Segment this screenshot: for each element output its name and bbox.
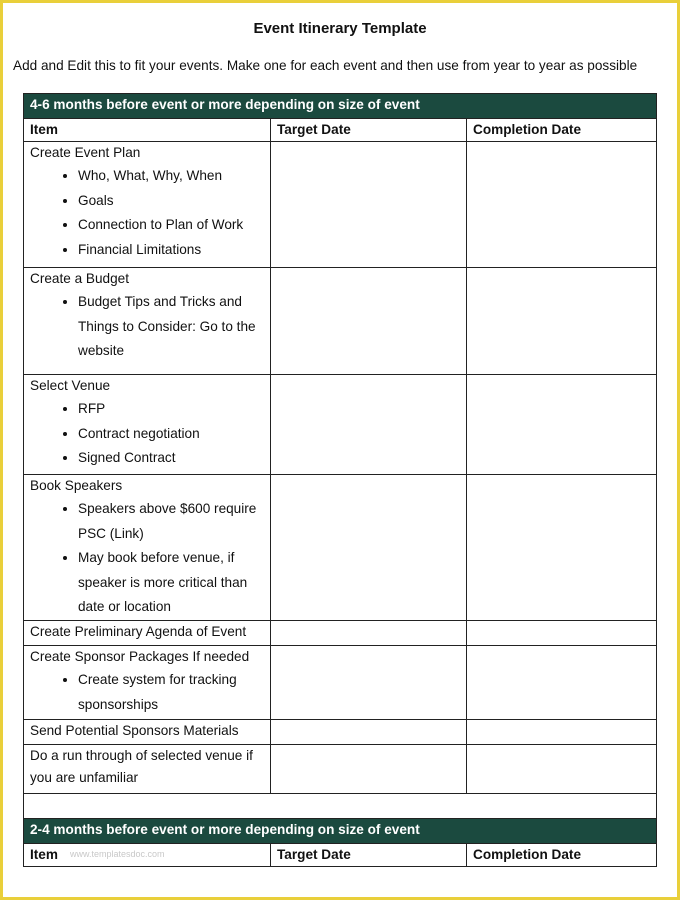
column-header-completion-date: Completion Date [467,119,657,142]
item-title: Do a run through of selected venue if you are unfamiliar [30,748,253,785]
completion-date-cell[interactable] [467,720,657,745]
item-bullet: • Create system for tracking sponsorships [78,668,264,717]
column-header-target-date: Target Date [271,844,467,867]
target-date-cell[interactable] [271,375,467,475]
target-date-cell[interactable] [271,720,467,745]
column-header-row [24,119,657,142]
completion-date-cell[interactable] [467,475,657,621]
completion-date-cell[interactable] [467,745,657,794]
item-title: Create Event Plan [30,145,141,160]
item-cell [24,268,271,375]
item-bullet-list [30,290,264,364]
completion-date-cell[interactable] [467,268,657,375]
completion-date-cell[interactable] [467,621,657,646]
document-subtitle: Add and Edit this to fit your events. Make one for each event and then use from year to year as possible [13,58,638,73]
section-header-row [24,819,657,844]
item-bullet: • Connection to Plan of Work [78,213,264,238]
section-header-row [24,94,657,119]
item-title: Select Venue [30,378,111,393]
item-cell [24,375,271,475]
table-row [24,475,657,621]
item-bullet: • Speakers above $600 require PSC (Link) [78,497,264,546]
target-date-cell[interactable] [271,646,467,720]
column-header-target-date: Target Date [271,119,467,142]
target-date-cell[interactable] [271,745,467,794]
spacer-row [24,794,657,819]
column-header-item: Item [24,119,271,142]
item-cell [24,621,271,646]
item-cell [24,745,271,794]
item-title: Create Preliminary Agenda of Event [30,624,247,639]
item-bullet: • Budget Tips and Tricks and Things to Consider: Go to the website [78,290,264,364]
item-bullet-list [30,497,264,620]
section-header: 2-4 months before event or more depending on size of event [24,819,657,844]
item-cell [24,720,271,745]
column-header-completion-date: Completion Date [467,844,657,867]
item-cell [24,475,271,621]
document-title: Event Itinerary Template [253,20,427,37]
target-date-cell[interactable] [271,142,467,268]
item-bullet-list [30,397,264,471]
table-row [24,375,657,475]
completion-date-cell[interactable] [467,142,657,268]
target-date-cell[interactable] [271,475,467,621]
target-date-cell[interactable] [271,621,467,646]
item-bullet: • May book before venue, if speaker is more critical than date or location [78,546,264,620]
item-bullet: • Goals [78,189,264,214]
completion-date-cell[interactable] [467,375,657,475]
table-row [24,745,657,794]
completion-date-cell[interactable] [467,646,657,720]
spacer-cell [24,794,657,819]
item-title: Create a Budget [30,271,129,286]
item-cell [24,646,271,720]
item-bullet: • Financial Limitations [78,238,264,263]
item-bullet-list [30,164,264,262]
watermark: www.templatesdoc.com [70,849,165,859]
itinerary-table [23,93,657,867]
item-bullet: • Who, What, Why, When [78,164,264,189]
table-row [24,646,657,720]
item-title: Send Potential Sponsors Materials [30,723,239,738]
table-row [24,268,657,375]
item-bullet: • RFP [78,397,264,422]
table-row [24,621,657,646]
section-header: 4-6 months before event or more depending on size of event [24,94,657,119]
target-date-cell[interactable] [271,268,467,375]
column-header-item: Item [24,844,271,867]
table-row [24,720,657,745]
item-title: Book Speakers [30,478,123,493]
item-cell [24,142,271,268]
table-row [24,142,657,268]
item-bullet: • Signed Contract [78,446,264,471]
item-bullet: • Contract negotiation [78,422,264,447]
item-title: Create Sponsor Packages If needed [30,649,250,664]
item-bullet-list [30,668,264,717]
